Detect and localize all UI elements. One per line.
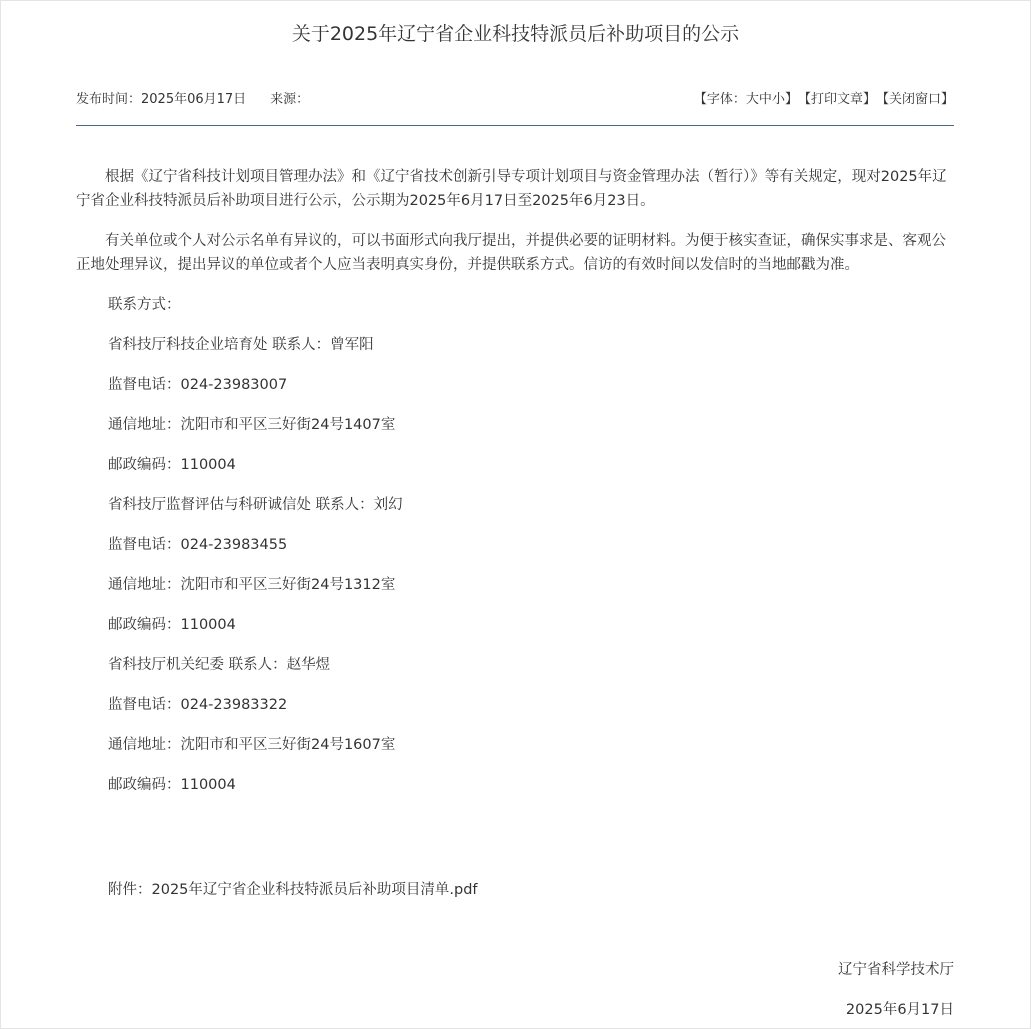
body-paragraph-2: 有关单位或个人对公示名单有异议的，可以书面形式向我厅提出，并提供必要的证明材料。为便于核实查证，确保实事求是、客观公正地处理异议，提出异议的单位或者个人应当表明真实身份，并提供联系方式。信访的有效时间以发信时的当地邮戳为准。 bbox=[76, 233, 946, 273]
contact-heading: 联系方式： bbox=[108, 297, 181, 313]
contact-2-postcode: 邮政编码：110004 bbox=[108, 617, 236, 633]
signature bbox=[838, 958, 954, 1022]
font-size-label: 【字体： bbox=[693, 92, 746, 107]
font-large-button[interactable]: 大 bbox=[745, 92, 759, 107]
contact-3-address: 通信地址：沈阳市和平区三好街24号1607室 bbox=[108, 737, 396, 753]
contact-2-address: 通信地址：沈阳市和平区三好街24号1312室 bbox=[108, 577, 396, 593]
contact-1-phone: 监督电话：024-23983007 bbox=[108, 377, 288, 393]
article-meta-bar bbox=[76, 89, 954, 111]
contact-2-phone: 监督电话：024-23983455 bbox=[108, 537, 288, 553]
attachment-link[interactable]: 2025年辽宁省企业科技特派员后补助项目清单.pdf bbox=[151, 882, 478, 898]
print-article-button[interactable]: 【打印文章】 bbox=[797, 92, 876, 107]
font-small-button[interactable]: 小 bbox=[771, 92, 785, 107]
attachment-label: 附件： bbox=[108, 882, 152, 898]
contact-1-dept: 省科技厅科技企业培育处 联系人：曾军阳 bbox=[108, 337, 374, 353]
article-body bbox=[76, 165, 954, 813]
contact-3-phone: 监督电话：024-23983322 bbox=[108, 697, 288, 713]
publish-time: 发布时间：2025年06月17日 bbox=[76, 92, 247, 107]
contact-3-dept: 省科技厅机关纪委 联系人：赵华煜 bbox=[108, 657, 331, 673]
source: 来源： bbox=[270, 92, 310, 107]
font-medium-button[interactable]: 中 bbox=[758, 92, 772, 107]
title-divider bbox=[76, 125, 954, 126]
font-size-close-bracket: 】 bbox=[784, 92, 798, 107]
contact-1-address: 通信地址：沈阳市和平区三好街24号1407室 bbox=[108, 417, 396, 433]
close-window-button[interactable]: 【关闭窗口】 bbox=[875, 92, 954, 107]
attachment bbox=[108, 878, 478, 902]
signature-org: 辽宁省科学技术厅 bbox=[838, 962, 954, 978]
signature-date: 2025年6月17日 bbox=[845, 1002, 954, 1018]
contact-2-dept: 省科技厅监督评估与科研诚信处 联系人：刘幻 bbox=[108, 497, 403, 513]
contact-1-postcode: 邮政编码：110004 bbox=[108, 457, 236, 473]
article-title: 关于2025年辽宁省企业科技特派员后补助项目的公示 bbox=[291, 23, 740, 45]
article-tools bbox=[694, 89, 954, 111]
meta-left bbox=[76, 89, 309, 111]
body-paragraph-1: 根据《辽宁省科技计划项目管理办法》和《辽宁省技术创新引导专项计划项目与资金管理办法（暂行）》等有关规定，现对2025年辽宁省企业科技特派员后补助项目进行公示，公示期为2025年6月17日至2025年6月23日。 bbox=[76, 169, 947, 209]
contact-3-postcode: 邮政编码：110004 bbox=[108, 777, 236, 793]
